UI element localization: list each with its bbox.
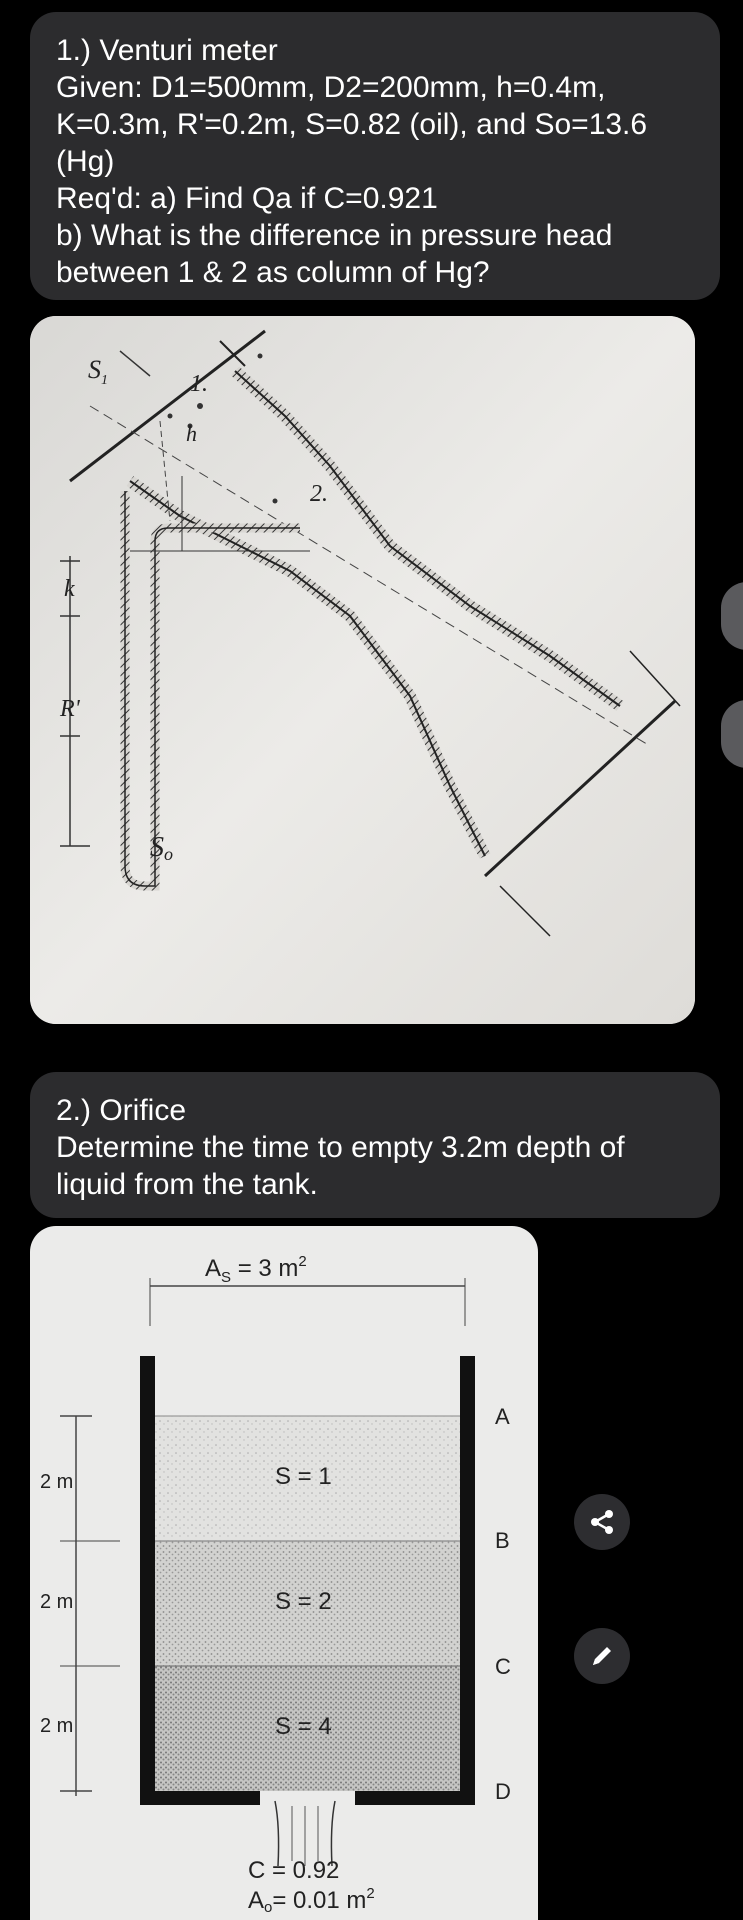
point-a-label: A — [495, 1404, 510, 1429]
tank-diagram — [30, 1226, 538, 1920]
side-handle-button[interactable] — [721, 582, 743, 650]
message-line: b) What is the difference in pressure head — [56, 219, 613, 252]
k-label: k — [64, 576, 75, 602]
message-line: Req'd: a) Find Qa if C=0.921 — [56, 182, 438, 215]
layer-1-label: S = 1 — [275, 1463, 332, 1490]
message-line: liquid from the tank. — [56, 1168, 318, 1201]
ao-sup: 2 — [366, 1885, 375, 1902]
h-label: h — [186, 421, 197, 446]
point-1-label: 1. — [190, 371, 208, 397]
r-prime-label: R' — [60, 696, 80, 722]
point-b-label: B — [495, 1528, 510, 1553]
layer-2-label: S = 2 — [275, 1588, 332, 1615]
discharge-coefficient-label: C = 0.92 — [248, 1857, 340, 1884]
pencil-icon — [588, 1642, 616, 1670]
share-icon — [588, 1508, 616, 1536]
message-line: 1.) Venturi meter — [56, 34, 278, 67]
svg-text:AS = 3 m2 — [205, 1253, 307, 1286]
point-d-label: D — [495, 1779, 511, 1804]
edit-button[interactable] — [574, 1628, 630, 1684]
so-label: S — [150, 832, 164, 863]
as-sub: S — [221, 1269, 232, 1286]
venturi-meter-image[interactable] — [30, 316, 695, 1024]
message-line: Given: D1=500mm, D2=200mm, h=0.4m, — [56, 71, 606, 104]
s1-sub: 1 — [101, 373, 108, 388]
as-label: A — [205, 1255, 222, 1282]
share-button[interactable] — [574, 1494, 630, 1550]
ao-sub: o — [264, 1899, 273, 1916]
message-line: 2.) Orifice — [56, 1094, 187, 1127]
tank-orifice-image[interactable] — [30, 1226, 538, 1920]
message-orifice-problem[interactable] — [30, 1072, 720, 1218]
ao-value: = 0.01 m — [272, 1887, 367, 1914]
layer-3-label: S = 4 — [275, 1713, 332, 1740]
point-c-label: C — [495, 1654, 511, 1679]
message-line: Determine the time to empty 3.2m depth of — [56, 1131, 625, 1164]
s1-label: S — [88, 355, 101, 384]
dim-label-2: 2 m — [40, 1591, 74, 1613]
as-sup: 2 — [298, 1253, 307, 1270]
message-line: between 1 & 2 as column of Hg? — [56, 256, 490, 289]
svg-text:Ao= 0.01 m2 — [248, 1885, 375, 1916]
as-value: = 3 m — [231, 1255, 299, 1282]
venturi-diagram — [30, 316, 695, 1024]
side-handle-button[interactable] — [721, 700, 743, 768]
message-venturi-problem[interactable] — [30, 12, 720, 300]
message-line: (Hg) — [56, 145, 115, 178]
point-2-label: 2. — [310, 481, 328, 507]
message-line: K=0.3m, R'=0.2m, S=0.82 (oil), and So=13.6 — [56, 108, 648, 141]
ao-label: A — [248, 1887, 265, 1914]
dim-label-3: 2 m — [40, 1715, 74, 1737]
dim-label-1: 2 m — [40, 1471, 74, 1493]
so-sub: o — [164, 844, 173, 864]
